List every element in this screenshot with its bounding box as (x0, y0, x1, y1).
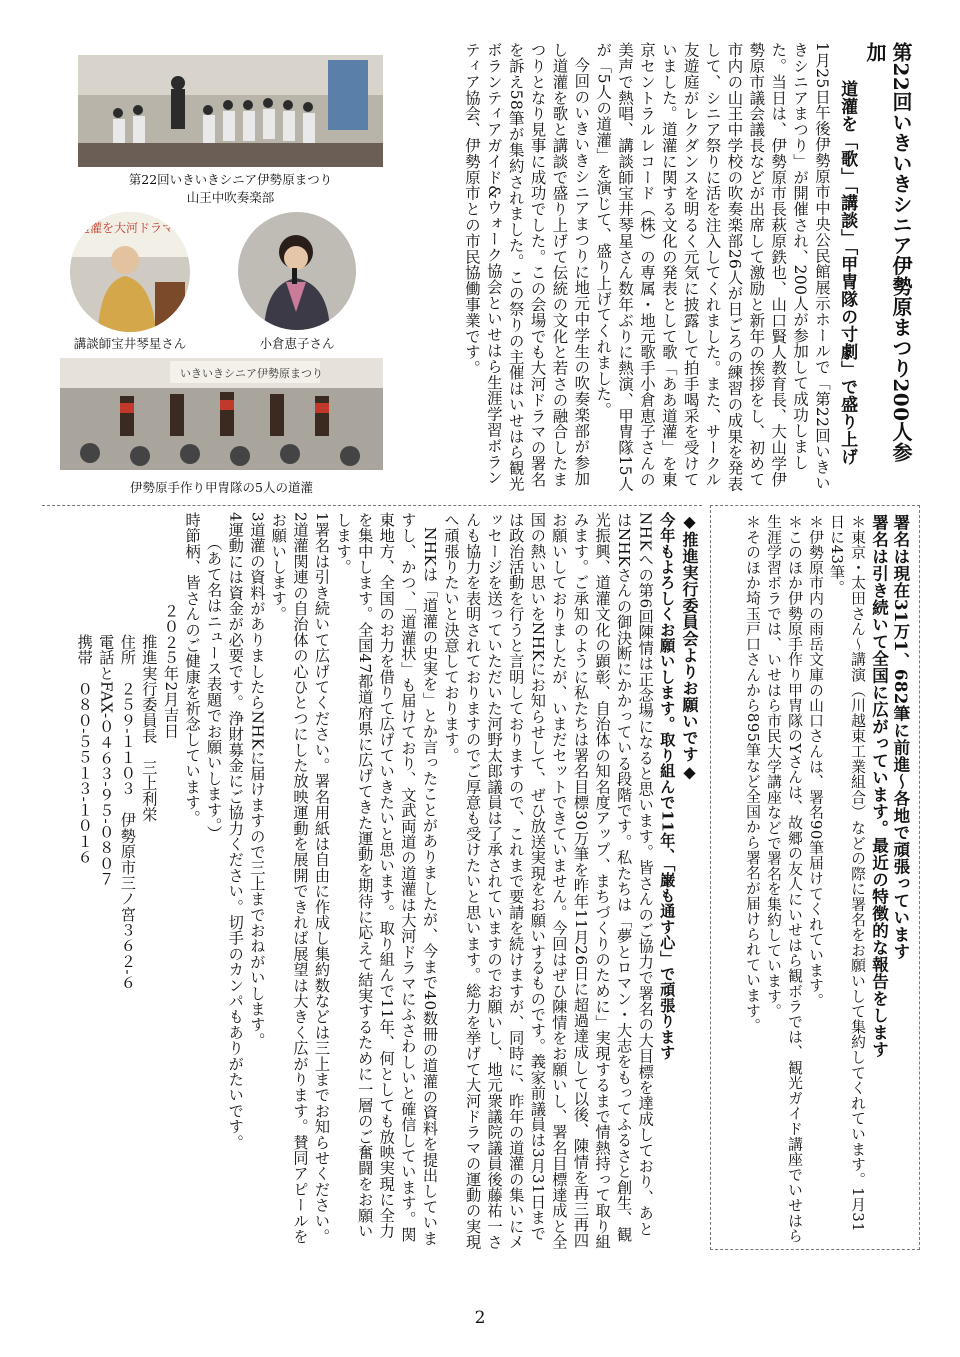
request-section (50, 512, 700, 1252)
request-item: 2道灌関連の自治体の心ひとつにした放映運動を展開できれば展望は大きく広がります。賛同アピールをお願いします。 (269, 512, 310, 1245)
request-item: 4運動には資金が必要です。浄財募金にご協力ください。切手のカンパもありがたいです。 (226, 512, 245, 1151)
request-item: 3道灌の資料がありましたらNHKに届けますので三上までおねがいします。 (248, 512, 267, 1049)
request-lead: 今年もよろしくお願いします。取り組んで11年、「巌も通す心」で頑張ります (658, 512, 677, 1061)
list-item: ＊そのほか埼玉戸口さんから895筆など全国から署名が届けられています。 (744, 514, 761, 1034)
request-note: （あて名はニュース表題でお願いします。） (205, 534, 224, 842)
storyteller-banner: 道灌を大河ドラマに (78, 221, 187, 235)
singer-caption: 小倉恵子さん (259, 336, 335, 351)
request-signer: 推進実行委員長 三上利栄 (140, 633, 159, 822)
article-body (392, 42, 832, 492)
request-address: 住所 ２５９-１１０３ 伊勢原市三ノ宮３６２-６ (118, 633, 137, 991)
request-paragraph: NHKは「道灌の史実を」とか言ったことがありましたが、今まで40数冊の道灌の資料を提出していますし、かつ、「道灌状」も届けており、文武両道の道灌は大河ドラマにふさわしいと確信しています。関東地方、全国のお力を借りて広げていきたいと思います。取り組んで11年、何としても放映実現に全力を集中します。全国47都道府県に広げてきた運動を期待に応えて結実するために一層のご奮闘をお願いします。 (334, 512, 439, 1247)
signatures-list (722, 514, 868, 1244)
request-item: 1署名は引き続いて広げてください。署名用紙は自由に作成し集約数などは三上までお知らせください。 (313, 512, 332, 1245)
request-phone: 電話とFAX-０４６３-９５-０８０７ (97, 633, 116, 887)
band-photo (78, 55, 383, 167)
page-number: 2 (474, 1308, 486, 1328)
armor-photo (60, 358, 383, 470)
armor-caption: 伊勢原手作り甲冑隊の5人の道灌 (130, 480, 313, 495)
request-date: ２０２５年2月吉日 (161, 603, 180, 739)
request-heading: ◆推進実行委員会よりお願いです◆ (680, 512, 699, 782)
storyteller-photo (70, 212, 190, 332)
list-item: ＊伊勢原市内の雨岳文庫の山口さんは、署名90筆届けてくれています。 (807, 514, 824, 1009)
article-subtitle: 道灌を「歌」「講談」「甲冑隊の寸劇」で盛り上げ (837, 80, 858, 466)
singer-photo (238, 212, 356, 330)
article-paragraph: 今回のいきいきシニアまつりに地元中学生の吹奏楽部が参加し道灌を歌と講談で盛り上げて伝統の文化と若さの融合したまつりとなり見事に成功でした。この会場でも大河ドラマの署名を訴え58筆が集約されました。この祭りの主催はいせはら観光ボランティアガイド&ウォーク協会といせはら生涯学習ボランティア協会、伊勢原市との市民協働事業です。 (463, 42, 591, 492)
section-divider (42, 505, 702, 506)
storyteller-caption: 講談師宝井琴星さん (73, 336, 187, 351)
list-item: ＊このほか伊勢原手作り甲冑隊のYさんは、故郷の友人にいせはら観ボラでは、観光ガイド講座でいせはら生涯学習ボラでは、いせはら市民大学講座などで署名を集約しています。 (765, 514, 803, 1244)
article-paragraph: 1月25日午後伊勢原市中央公民館展示ホールで「第22回いきいきシニアまつり」が開催され、200人が参加して成功しました。当日は、伊勢原市長萩原鉄也、山口賢人教育長、大山学伊勢原市議会議長などが出席して激励と新年の挨拶をし、初めて市内の山王中学校の吹奏楽部26人が日ごろの練習の成果を発表して、シニア祭りに活を注入してくれました。また、サークル友遊庭がレクダンスを明るく元気に披露して拍手喝采を受けていました。道灌に関する文化の発表として歌「ああ道灌」を東京セントラルレコード（株）の専属・地元歌手小倉恵子さんの美声で熱唱、講談師宝井琴星さん数年ぶりに熱演、甲冑隊15人が「5人の道灌」を演じて、盛り上げてくれました。 (594, 42, 831, 492)
article-title: 第22回いきいきシニア伊勢原まつり200人参加 (863, 42, 913, 463)
signatures-title: 署名は現在31万1、682筆に前進～各地で頑張っています 署名は引き続いて全国に広がっています。最近の特徴的な報告をします (869, 514, 910, 1058)
armor-banner: いきいきシニア伊勢原まつり (180, 367, 323, 380)
request-paragraph: NHKへの第6回陳情は正念場になると思います。皆さんのご協力で署名の大目標を達成しており、あとはNHKさんの御決断にかかっている段階です。私たちは「夢とロマン・大志をもってふるさと創生、観光振興、道灌文化の顕彰、自治体の知名度アップ、まちづくりのために」実現するまで情熱持って取り組みます。ご承知のように私たちは署名目標30万筆を昨年11月26日に超過達成して以後、陳情を再三再四お願いしておりましたが、いまだセットできていません。今回はぜひ陳情をお願いし、署名目標達成と全国の熱い思いをNHKにお知らせして、ぜひ放送実現をお願いするものです。義家前議員は3月31日までは政治活動を行うと言明しておりますので、これまで要請を続けますが、同時に、昨年の道灌の集いにメッセージを送っていただいた河野太郎議員は了承されていますのでお願いし、地元衆議院議員後藤祐一さんも協力を表明されておりますのでご厚意も受けたいと思います。総力を挙げて大河ドラマの運動の実現へ頑張りたいと決意しております。 (442, 512, 655, 1250)
request-mobile: 携帯 ０８０-５５１３-１０１６ (75, 633, 94, 865)
list-item: ＊東京・太田さん～講演（川越東工業組合）などの際に署名をお願いして集約してくれています。1月31日に43筆。 (828, 514, 866, 1233)
request-closing: 時節柄、皆さんのご健康を祈念しています。 (183, 512, 202, 826)
band-caption: 第22回いきいきシニア伊勢原まつり 山王中吹奏楽部 (128, 172, 333, 205)
